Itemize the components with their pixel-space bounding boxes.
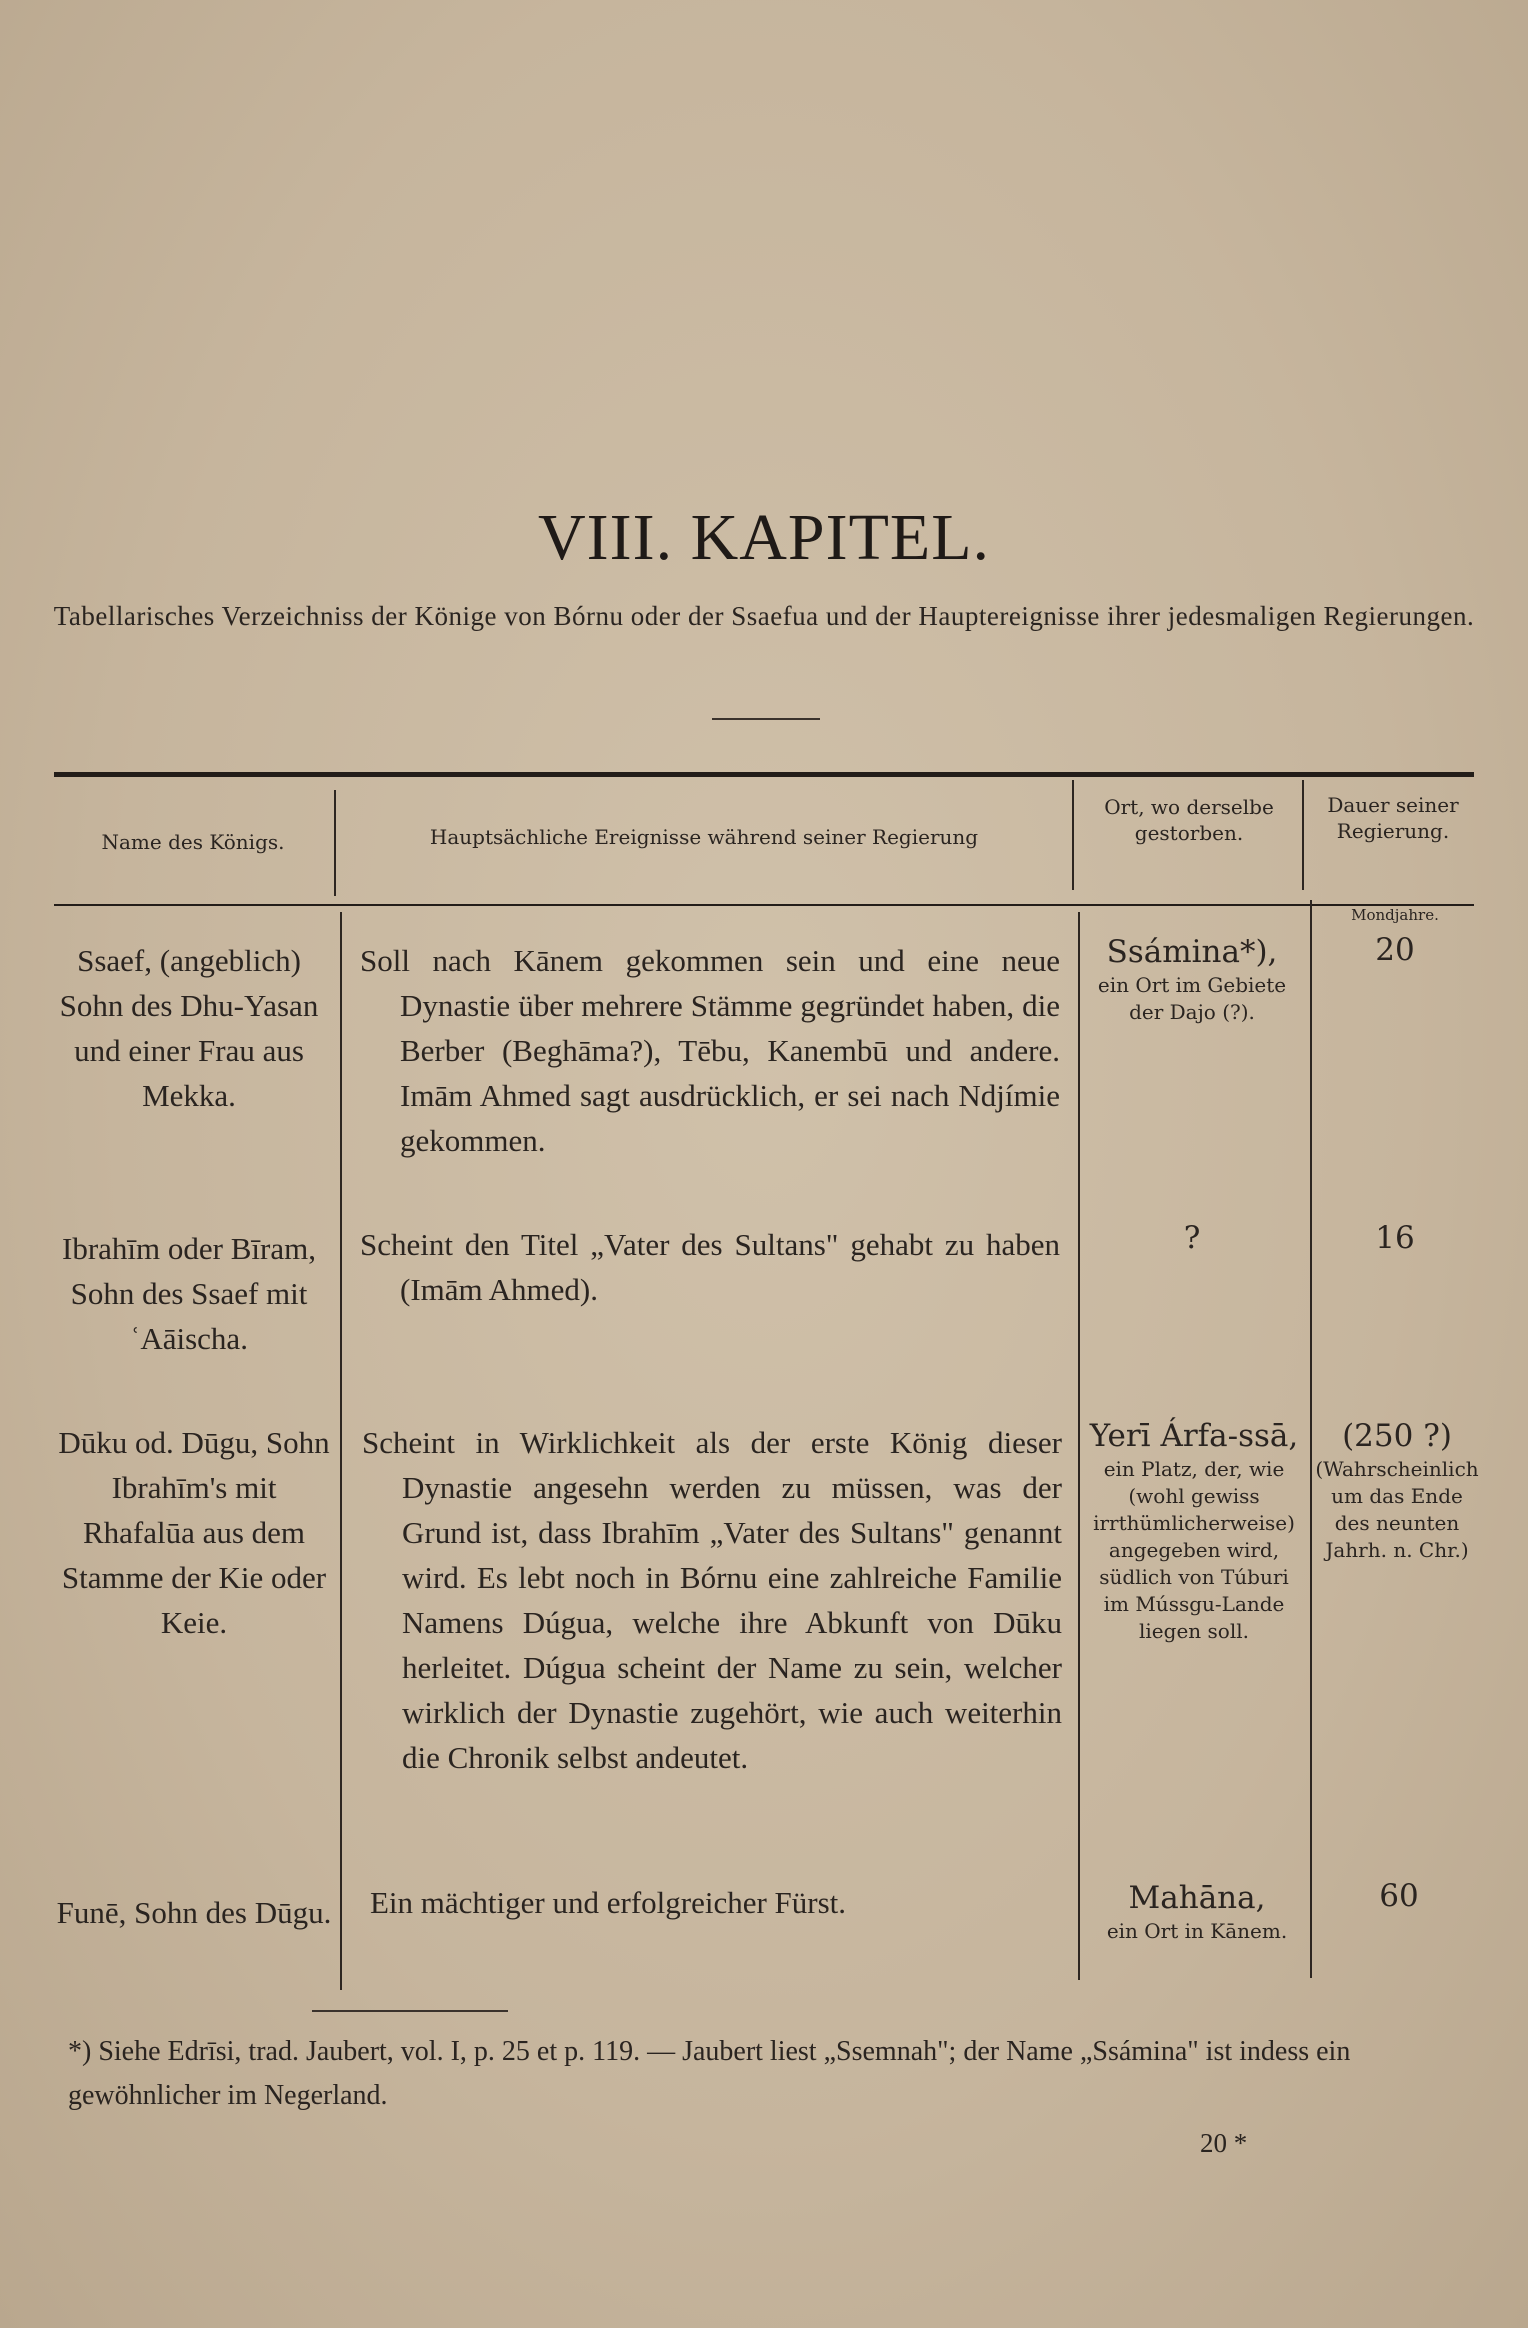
table-row-2-events bbox=[360, 1222, 1060, 1312]
page-marker: 20 * bbox=[1200, 2128, 1248, 2158]
table-row-2-events-text: Scheint den Titel „Vater des Sultans" gehabt zu haben (Imām Ahmed). bbox=[360, 1227, 1060, 1307]
header-duration: Dauer seiner Regierung. bbox=[1327, 793, 1459, 843]
table-row-1-place-name: Ssámina*), bbox=[1106, 934, 1278, 970]
header-divider-1 bbox=[334, 790, 336, 896]
table-row-2-name: Ibrahīm oder Bīram, Sohn des Ssaef mit ʿAāischa. bbox=[62, 1231, 316, 1356]
table-top-rule bbox=[54, 772, 1474, 777]
header-divider-2 bbox=[1072, 780, 1074, 890]
table-row-2-duration-value: 16 bbox=[1375, 1220, 1415, 1256]
table-row-4-duration bbox=[1318, 1876, 1480, 1916]
table-row-3-name: Dūku od. Dūgu, Sohn Ibrahīm's mit Rhafalūa aus dem Stamme der Kie oder Keie. bbox=[58, 1425, 330, 1640]
table-row-3-place-note: ein Platz, der, wie (wohl gewiss irrthümlicherweise) angegeben wird, südlich von Túburi im Mússgu-Lande liegen soll. bbox=[1093, 1457, 1295, 1643]
table-row-1-events bbox=[360, 938, 1060, 1163]
body-divider-3 bbox=[1310, 900, 1312, 1978]
table-row-4-place bbox=[1090, 1878, 1304, 1945]
table-row-3-events bbox=[362, 1420, 1062, 1780]
table-row-3-events-text: Scheint in Wirklichkeit als der erste König dieser Dynastie angesehn werden zu müssen, was der Grund ist, dass Ibrahīm „Vater des Sultans" genannt wird. Es lebt noch in Bórnu eine zahlreiche Familie Namens Dúgua, welche ihre Abkunft von Dūku herleitet. Dúgua scheint der Name zu sein, welcher wirklich der Dynastie zugehört, wie auch weiterhin die Chronik selbst andeutet. bbox=[362, 1425, 1062, 1775]
header-divider-3 bbox=[1302, 780, 1304, 890]
table-row-4-events-text: Ein mächtiger und erfolgreicher Fürst. bbox=[370, 1885, 847, 1920]
chapter-title: VIII. KAPITEL. bbox=[537, 501, 991, 574]
table-row-1-duration-value: 20 bbox=[1375, 932, 1415, 968]
table-row-2-place bbox=[1084, 1218, 1300, 1258]
table-row-1-duration bbox=[1314, 930, 1476, 970]
body-divider-1 bbox=[340, 912, 342, 1990]
header-name: Name des Königs. bbox=[101, 830, 285, 854]
table-row-1-name: Ssaef, (angeblich) Sohn des Dhu-Yasan und einer Frau aus Mekka. bbox=[59, 943, 319, 1113]
table-row-3-duration bbox=[1314, 1416, 1480, 1564]
table-row-4-duration-value: 60 bbox=[1379, 1878, 1419, 1914]
header-events: Hauptsächliche Ereignisse während seiner Regierung bbox=[429, 825, 979, 849]
table-row-3-place-name: Yerī Árfa-ssā, bbox=[1089, 1418, 1299, 1454]
table-row-4-place-note: ein Ort in Kānem. bbox=[1106, 1919, 1288, 1943]
table-row-2-duration bbox=[1314, 1218, 1476, 1258]
table-row-4-name: Funē, Sohn des Dūgu. bbox=[56, 1895, 332, 1930]
table-row-1-place bbox=[1084, 932, 1300, 1026]
table-row-3-duration-value: (250 ?) bbox=[1342, 1418, 1452, 1454]
table-header-rule bbox=[54, 904, 1474, 906]
table-row-4-events bbox=[370, 1880, 1070, 1925]
duration-unit: Mondjahre. bbox=[1351, 906, 1439, 924]
header-place: Ort, wo derselbe gestorben. bbox=[1104, 795, 1274, 845]
body-divider-2 bbox=[1078, 912, 1080, 1980]
table-row-3-duration-note: (Wahrscheinlich um das Ende des neunten Jahrh. n. Chr.) bbox=[1315, 1457, 1479, 1562]
table-row-1-events-text: Soll nach Kānem gekommen sein und eine neue Dynastie über mehrere Stämme gegründet haben, die Berber (Beghāma?), Tēbu, Kanembū und andere. Imām Ahmed sagt ausdrücklich, er sei nach Ndjímie gekommen. bbox=[360, 943, 1060, 1158]
footnote: *) Siehe Edrīsi, trad. Jaubert, vol. I, p. 25 et p. 119. — Jaubert liest „Ssemnah"; der Name „Ssámina" ist indess ein gewöhnlicher im Negerland. bbox=[68, 2036, 1351, 2111]
table-row-3-place bbox=[1088, 1416, 1300, 1645]
table-row-2-place-name: ? bbox=[1183, 1220, 1201, 1256]
table-row-1-place-note: ein Ort im Gebiete der Dajo (?). bbox=[1097, 973, 1287, 1024]
title-divider bbox=[712, 718, 820, 720]
table-row-4-place-name: Mahāna, bbox=[1128, 1880, 1266, 1916]
chapter-subtitle: Tabellarisches Verzeichniss der Könige von Bórnu oder der Ssaefua und der Hauptereignisse ihrer jedesmaligen Regierungen. bbox=[53, 601, 1475, 631]
footnote-rule bbox=[312, 2010, 508, 2012]
